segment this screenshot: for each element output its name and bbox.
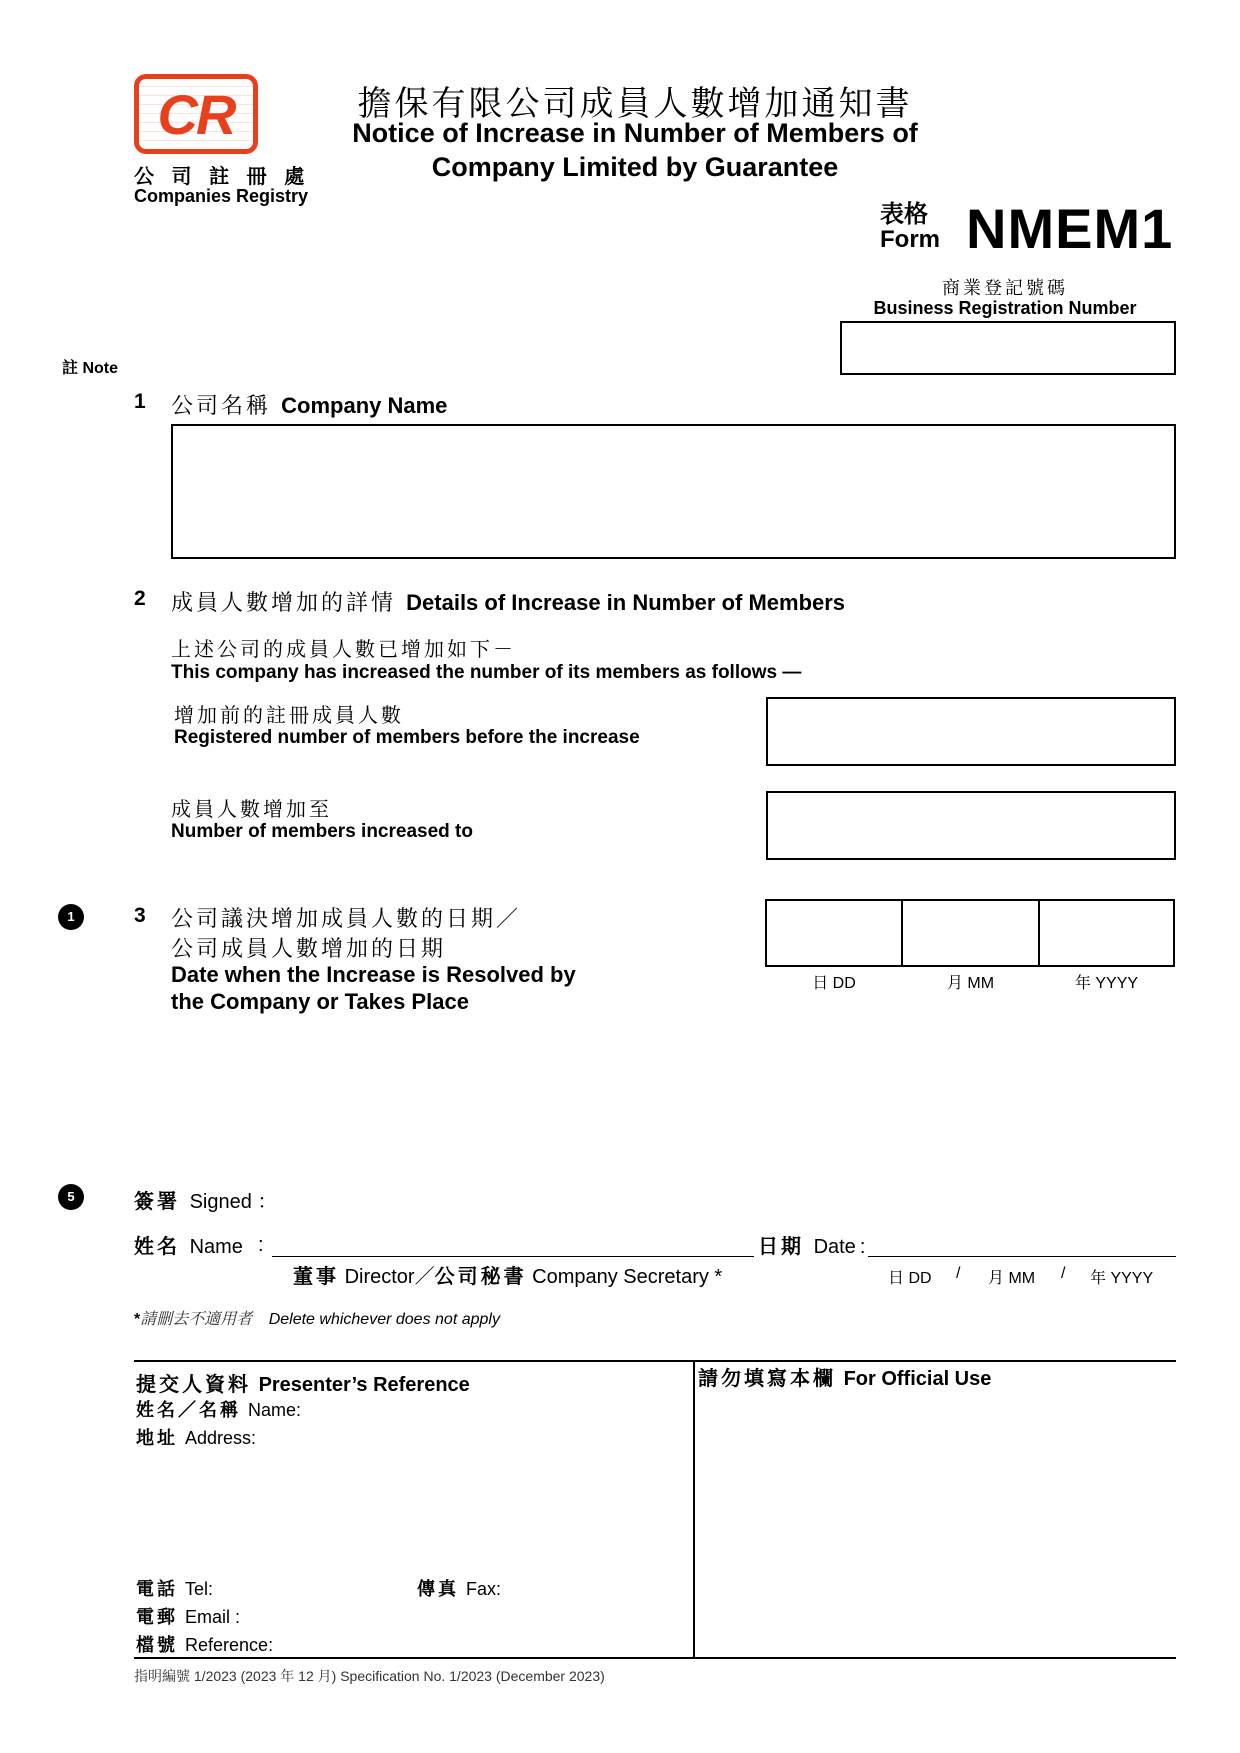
date-signature-line[interactable] — [868, 1256, 1176, 1257]
presenter-name-label — [136, 1396, 301, 1422]
presenter-title — [136, 1368, 470, 1397]
form-label-zh: 表格 — [880, 201, 928, 228]
before-increase-label-en: Registered number of members before the increase — [174, 727, 640, 748]
section-3-number: 3 — [134, 904, 146, 927]
presenter-address-label — [136, 1424, 256, 1450]
date-label-en: Date — [813, 1236, 856, 1258]
presenter-email-label-en: Email : — [185, 1607, 241, 1627]
page-title-en-line2: Company Limited by Guarantee — [431, 152, 839, 182]
note-1-marker: 1 — [58, 904, 84, 930]
section-3-label-zh-line1: 公司議決增加成員人數的日期／ — [171, 906, 522, 931]
date-label-zh: 日期 — [758, 1236, 804, 1258]
registry-name-en: Companies Registry — [134, 186, 309, 206]
registry-name-zh: 公 司 註 冊 處 — [134, 166, 311, 188]
date-day-label: 日 DD — [812, 975, 856, 992]
name-signature-line[interactable] — [272, 1256, 754, 1257]
signed-label-en: Signed — [189, 1191, 252, 1213]
name-colon: : — [258, 1234, 264, 1256]
presenter-tel-label — [136, 1575, 213, 1601]
panel-divider — [693, 1362, 695, 1659]
name-label — [134, 1230, 243, 1259]
secretary-label-en: Company Secretary * — [532, 1266, 723, 1288]
signature-date-yyyy-label: 年 YYYY — [1090, 1270, 1154, 1287]
section-3-label-en-line1: Date when the Increase is Resolved by — [171, 962, 576, 987]
secretary-label-zh: 公司秘書 — [434, 1266, 527, 1288]
signature-date-sep-1: / — [956, 1265, 961, 1282]
note-column-label: 註 Note — [62, 360, 119, 377]
signed-colon: ： — [257, 1191, 278, 1213]
official-use-title-en: For Official Use — [843, 1368, 992, 1390]
note-5-marker: 5 — [58, 1184, 84, 1210]
director-label-zh: 董事 — [293, 1266, 339, 1288]
presenter-tel-label-zh: 電話 — [136, 1579, 178, 1599]
section-2-number: 2 — [134, 587, 146, 610]
section-2-label-zh: 成員人數增加的詳情 — [171, 590, 397, 615]
date-colon: : — [859, 1236, 866, 1258]
members-before-input[interactable] — [766, 697, 1176, 766]
presenter-email-label-zh: 電郵 — [136, 1607, 178, 1627]
signature-date-sep-2: / — [1061, 1265, 1066, 1282]
signed-label-zh: 簽署 — [134, 1191, 180, 1213]
signature-date-dd-label: 日 DD — [888, 1270, 932, 1287]
section-1-label-en: Company Name — [281, 393, 448, 418]
form-label-en: Form — [880, 226, 940, 253]
section-3-label-zh-line2: 公司成員人數增加的日期 — [171, 936, 447, 961]
section-1-label — [171, 389, 447, 420]
presenter-fax-label — [417, 1575, 501, 1601]
section-1-label-zh: 公司名稱 — [171, 393, 272, 418]
brn-label-en: Business Registration Number — [873, 298, 1137, 318]
cr-logo — [134, 74, 258, 154]
presenter-address-label-en: Address: — [185, 1428, 257, 1448]
presenter-name-label-en: Name: — [248, 1400, 302, 1420]
delete-note-zh: 請刪去不適用者 — [140, 1311, 253, 1328]
section-1-number: 1 — [134, 390, 146, 413]
presenter-address-label-zh: 地址 — [136, 1428, 178, 1448]
director-label-en: Director — [344, 1266, 415, 1288]
delete-note-en: Delete whichever does not apply — [268, 1311, 500, 1328]
presenter-title-en: Presenter’s Reference — [258, 1374, 470, 1396]
section-2-intro-zh: 上述公司的成員人數已增加如下－ — [171, 639, 516, 661]
delete-note-star: * — [134, 1311, 141, 1328]
official-use-title-zh: 請勿填寫本欄 — [698, 1368, 836, 1390]
official-use-title — [698, 1362, 991, 1391]
presenter-reference-label — [136, 1631, 273, 1657]
section-3-label-en-line2: the Company or Takes Place — [171, 989, 469, 1014]
company-name-input[interactable] — [171, 424, 1176, 559]
date-month-label: 月 MM — [946, 975, 995, 992]
name-label-zh: 姓名 — [134, 1236, 180, 1258]
presenter-reference-label-en: Reference: — [185, 1635, 274, 1655]
role-slash: ／ — [414, 1266, 435, 1288]
form-code: NMEM1 — [966, 197, 1174, 260]
date-year-label: 年 YYYY — [1074, 975, 1139, 992]
date-label — [758, 1230, 865, 1259]
date-year-input[interactable] — [1038, 899, 1175, 967]
section-2-label — [171, 586, 845, 617]
presenter-fax-label-en: Fax: — [466, 1579, 502, 1599]
presenter-reference-label-zh: 檔號 — [136, 1635, 178, 1655]
signature-date-mm-label: 月 MM — [988, 1270, 1036, 1287]
before-increase-label-zh: 增加前的註冊成員人數 — [174, 705, 404, 727]
page-title-zh: 擔保有限公司成員人數增加通知書 — [357, 85, 913, 123]
cr-logo-text: CR — [157, 83, 235, 146]
section-2-label-en: Details of Increase in Number of Members — [406, 590, 846, 615]
increased-to-label-en: Number of members increased to — [171, 821, 473, 842]
brn-label-zh: 商業登記號碼 — [942, 278, 1068, 298]
increased-to-label-zh: 成員人數增加至 — [171, 799, 332, 821]
name-label-en: Name — [189, 1236, 243, 1258]
presenter-name-label-zh: 姓名／名稱 — [136, 1400, 241, 1420]
page-title-en-line1: Notice of Increase in Number of Members of — [352, 118, 918, 148]
signer-role-label — [293, 1260, 722, 1289]
bottom-panel — [134, 1360, 1176, 1659]
presenter-tel-label-en: Tel: — [185, 1579, 214, 1599]
section-2-intro-en: This company has increased the number of its members as follows — — [171, 662, 802, 683]
signed-label — [134, 1185, 277, 1214]
date-month-input[interactable] — [901, 899, 1040, 967]
date-day-input[interactable] — [765, 899, 903, 967]
members-after-input[interactable] — [766, 791, 1176, 860]
presenter-title-zh: 提交人資料 — [136, 1374, 251, 1396]
brn-input[interactable] — [840, 321, 1176, 375]
delete-note — [134, 1306, 500, 1329]
presenter-email-label — [136, 1603, 240, 1629]
specification-footer: 指明編號 1/2023 (2023 年 12 月) Specification No. 1/2023 (December 2023) — [134, 1668, 605, 1684]
presenter-fax-label-zh: 傳真 — [417, 1579, 459, 1599]
